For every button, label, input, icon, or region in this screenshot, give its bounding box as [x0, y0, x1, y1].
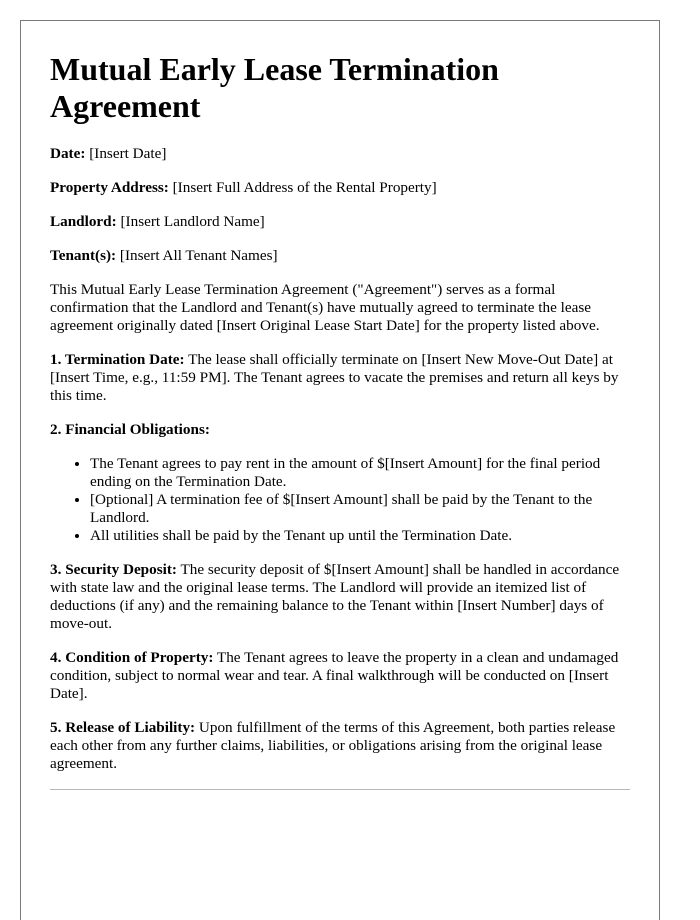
date-value: [Insert Date]: [85, 145, 167, 162]
tenants-label: Tenant(s):: [50, 247, 117, 264]
property-address-line: [50, 179, 630, 197]
section-release-of-liability: [50, 719, 630, 773]
list-item: • [Optional] A termination fee of $[Insert Amount] shall be paid by the Tenant to the Landlord.: [90, 491, 630, 527]
section-body: The security deposit of $[Insert Amount] shall be handled in accordance with state law and the original lease terms. The Landlord will provide an itemized list of deductions (if any) and the remaining balance to the Tenant within [Insert Number] days of move-out.: [50, 561, 620, 632]
document-page: [20, 20, 660, 920]
tenants-line: [50, 247, 630, 265]
list-item: • All utilities shall be paid by the Tenant up until the Termination Date.: [90, 527, 630, 545]
tenants-value: [Insert All Tenant Names]: [116, 247, 278, 264]
landlord-label: Landlord:: [50, 213, 117, 230]
section-heading: 1. Termination Date:: [50, 351, 185, 368]
section-body: The Tenant agrees to leave the property in a clean and undamaged condition, subject to normal wear and tear. A final walkthrough will be conducted on [Insert Date].: [50, 649, 619, 702]
landlord-line: [50, 213, 630, 231]
section-heading: 5. Release of Liability:: [50, 719, 196, 736]
date-label: Date:: [50, 145, 86, 162]
financial-obligations-list: [50, 455, 630, 545]
section-termination-date: [50, 351, 630, 405]
section-heading: 4. Condition of Property:: [50, 649, 214, 666]
property-address-value: [Insert Full Address of the Rental Property]: [168, 179, 437, 196]
divider: [50, 789, 630, 790]
landlord-value: [Insert Landlord Name]: [116, 213, 265, 230]
section-heading: 2. Financial Obligations:: [50, 421, 210, 438]
list-item: • The Tenant agrees to pay rent in the amount of $[Insert Amount] for the final period ending on the Termination Date.: [90, 455, 630, 491]
section-security-deposit: [50, 561, 630, 633]
date-line: [50, 145, 630, 163]
document-title: Mutual Early Lease Termination Agreement: [50, 51, 499, 124]
section-heading: 3. Security Deposit:: [50, 561, 177, 578]
property-address-label: Property Address:: [50, 179, 169, 196]
section-body: The lease shall officially terminate on [Insert New Move-Out Date] at [Insert Time, e.g., 11:59 PM]. The Tenant agrees to vacate the premises and return all keys by this time.: [50, 351, 619, 404]
section-financial-obligations: [50, 421, 630, 439]
section-condition-of-property: [50, 649, 630, 703]
intro-paragraph: This Mutual Early Lease Termination Agreement ("Agreement") serves as a formal confirmation that the Landlord and Tenant(s) have mutually agreed to terminate the lease agreement originally dated [Insert Original Lease Start Date] for the property listed above.: [50, 281, 600, 334]
section-body: Upon fulfillment of the terms of this Agreement, both parties release each other from any further claims, liabilities, or obligations arising from the original lease agreement.: [50, 719, 616, 772]
